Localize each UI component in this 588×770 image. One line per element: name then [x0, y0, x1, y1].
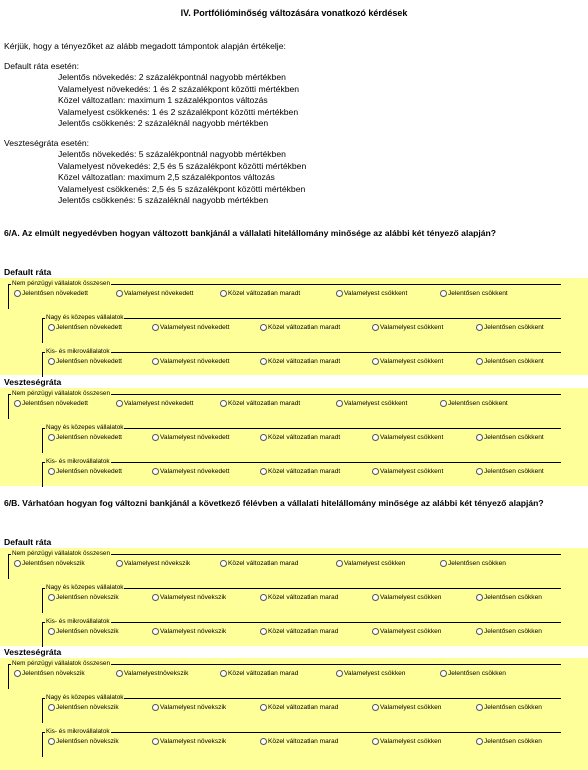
- radio-label: Jelentősen csökken: [484, 628, 542, 635]
- radio-button[interactable]: [336, 670, 343, 677]
- radio-label: Valamelyest növekszik: [124, 560, 191, 567]
- radio-button[interactable]: [260, 434, 267, 441]
- radio-option[interactable]: [476, 704, 542, 712]
- radio-button[interactable]: [260, 738, 267, 745]
- page-title: IV. Portfólióminőség változására vonatkozó kérdések: [180, 8, 408, 18]
- radio-option[interactable]: [440, 400, 508, 408]
- guide-line: Valamelyest csökkenés: 2,5 és 5 százalékpont közötti mértékben: [58, 183, 306, 194]
- radio-option[interactable]: [336, 290, 407, 298]
- radio-label: Jelentősen növekszik: [22, 560, 85, 567]
- radio-label: Valamelyest csökken: [380, 738, 442, 745]
- radio-button[interactable]: [152, 704, 159, 711]
- radio-option[interactable]: [116, 290, 194, 298]
- radio-option[interactable]: [476, 358, 544, 366]
- group-label: Nem pénzügyi vállalatok összesen: [12, 280, 111, 287]
- radio-option[interactable]: [116, 400, 194, 408]
- radio-button[interactable]: [260, 628, 267, 635]
- radio-label: Valamelyest növekedett: [160, 434, 230, 441]
- radio-button[interactable]: [220, 560, 227, 567]
- radio-button[interactable]: [116, 560, 123, 567]
- group-label: Nagy és közepes vállalatok: [46, 694, 124, 701]
- radio-option[interactable]: [476, 628, 542, 636]
- answer-block: [0, 658, 588, 770]
- radio-button[interactable]: [48, 628, 55, 635]
- radio-option[interactable]: [260, 594, 338, 602]
- section-heading: Veszteségráta: [4, 647, 62, 657]
- group-label: Nem pénzügyi vállalatok összesen: [12, 550, 111, 557]
- radio-option[interactable]: [372, 468, 443, 476]
- radio-option[interactable]: [152, 738, 226, 746]
- answer-block: [0, 388, 588, 486]
- radio-option[interactable]: [260, 628, 338, 636]
- radio-label: Valamelyest csökkent: [380, 468, 444, 475]
- radio-button[interactable]: [260, 324, 267, 331]
- group-label: Kis- és mikrovállalatok: [46, 618, 110, 625]
- radio-button[interactable]: [116, 290, 123, 297]
- radio-label: Valamelyest növekedett: [124, 400, 194, 407]
- radio-button[interactable]: [372, 628, 379, 635]
- radio-label: Valamelyest növekedett: [160, 324, 230, 331]
- radio-button[interactable]: [220, 400, 227, 407]
- guide-line: Közel változatlan: maximum 1 százalékpontos változás: [58, 95, 268, 106]
- radio-button[interactable]: [476, 738, 483, 745]
- group-label: Nagy és közepes vállalatok: [46, 424, 124, 431]
- radio-button[interactable]: [152, 324, 159, 331]
- radio-label: Valamelyest növekedett: [160, 358, 230, 365]
- radio-option[interactable]: [440, 290, 508, 298]
- radio-label: Valamelyest növekszik: [160, 628, 227, 635]
- section-heading: Veszteségráta: [4, 377, 62, 387]
- radio-label: Valamelyest csökken: [380, 704, 442, 711]
- group-label: Kis- és mikrovállalatok: [46, 348, 110, 355]
- radio-option[interactable]: [260, 468, 340, 476]
- radio-option[interactable]: [372, 324, 443, 332]
- radio-button[interactable]: [372, 324, 379, 331]
- radio-button[interactable]: [372, 704, 379, 711]
- radio-option[interactable]: [116, 670, 188, 678]
- radio-button[interactable]: [372, 358, 379, 365]
- radio-button[interactable]: [372, 594, 379, 601]
- radio-button[interactable]: [260, 594, 267, 601]
- loss-intro: Veszteségráta esetén:: [4, 138, 90, 148]
- radio-option[interactable]: [48, 628, 119, 636]
- radio-button[interactable]: [476, 628, 483, 635]
- radio-button[interactable]: [440, 290, 447, 297]
- radio-button[interactable]: [372, 738, 379, 745]
- guide-line: Valamelyest növekedés: 1 és 2 százalékpont közötti mértékben: [58, 83, 300, 94]
- radio-button[interactable]: [336, 560, 343, 567]
- radio-option[interactable]: [260, 434, 340, 442]
- radio-button[interactable]: [440, 560, 447, 567]
- radio-label: Valamelyest növekszik: [160, 738, 227, 745]
- radio-label: Jelentősen növekszik: [56, 628, 119, 635]
- radio-label: Jelentősen növekedett: [56, 324, 122, 331]
- radio-button[interactable]: [14, 400, 21, 407]
- radio-label: Valamelyest csökkent: [344, 400, 408, 407]
- radio-label: Valamelyest csökken: [344, 670, 406, 677]
- radio-option[interactable]: [476, 468, 544, 476]
- radio-label: Valamelyest csökken: [380, 594, 442, 601]
- default-guide-list: [58, 72, 299, 130]
- radio-option[interactable]: [152, 468, 230, 476]
- guide-line: Valamelyest csökkenés: 1 és 2 százalékpont közötti mértékben: [58, 106, 299, 117]
- radio-label: Közel változatlan maradt: [268, 434, 341, 441]
- radio-button[interactable]: [476, 358, 483, 365]
- group-label: Nem pénzügyi vállalatok összesen: [12, 390, 111, 397]
- radio-button[interactable]: [476, 324, 483, 331]
- radio-option[interactable]: [48, 704, 119, 712]
- radio-button[interactable]: [372, 434, 379, 441]
- radio-option[interactable]: [220, 400, 300, 408]
- radio-option[interactable]: [476, 434, 544, 442]
- group-label: Kis- és mikrovállalatok: [46, 458, 110, 465]
- radio-button[interactable]: [260, 358, 267, 365]
- radio-option[interactable]: [14, 560, 85, 568]
- radio-button[interactable]: [476, 434, 483, 441]
- radio-label: Jelentősen csökken: [448, 560, 506, 567]
- radio-label: Valamelyest csökkent: [380, 324, 444, 331]
- group-label: Kis- és mikrovállalatok: [46, 728, 110, 735]
- radio-button[interactable]: [336, 400, 343, 407]
- radio-button[interactable]: [48, 358, 55, 365]
- radio-button[interactable]: [48, 468, 55, 475]
- radio-option[interactable]: [260, 704, 338, 712]
- radio-label: Közel változatlan maradt: [228, 400, 301, 407]
- radio-option[interactable]: [14, 290, 88, 298]
- radio-label: Jelentősen növekedett: [56, 468, 122, 475]
- radio-button[interactable]: [48, 738, 55, 745]
- radio-label: Valamelyest növekszik: [160, 704, 227, 711]
- radio-label: Közel változatlan marad: [228, 670, 299, 677]
- radio-option[interactable]: [48, 358, 122, 366]
- group-label: Nem pénzügyi vállalatok összesen: [12, 660, 111, 667]
- radio-label: Valamelyest csökkent: [344, 290, 408, 297]
- radio-button[interactable]: [48, 704, 55, 711]
- radio-label: Jelentősen növekszik: [56, 704, 119, 711]
- radio-label: Jelentősen csökken: [484, 594, 542, 601]
- radio-button[interactable]: [152, 358, 159, 365]
- radio-button[interactable]: [48, 324, 55, 331]
- loss-guide-list: [58, 149, 306, 207]
- radio-option[interactable]: [336, 560, 405, 568]
- radio-button[interactable]: [220, 670, 227, 677]
- radio-label: Közel változatlan marad: [268, 628, 339, 635]
- radio-option[interactable]: [152, 358, 230, 366]
- radio-button[interactable]: [440, 670, 447, 677]
- group-label: Nagy és közepes vállalatok: [46, 584, 124, 591]
- radio-option[interactable]: [372, 738, 441, 746]
- radio-option[interactable]: [48, 434, 122, 442]
- radio-button[interactable]: [152, 738, 159, 745]
- radio-option[interactable]: [372, 434, 443, 442]
- radio-button[interactable]: [372, 468, 379, 475]
- radio-option[interactable]: [48, 468, 122, 476]
- radio-option[interactable]: [476, 594, 542, 602]
- radio-button[interactable]: [260, 704, 267, 711]
- radio-option[interactable]: [220, 670, 298, 678]
- radio-option[interactable]: [260, 324, 340, 332]
- radio-label: Jelentősen növekedett: [56, 434, 122, 441]
- radio-option[interactable]: [152, 594, 226, 602]
- radio-button[interactable]: [476, 468, 483, 475]
- radio-label: Valamelyest növekedett: [124, 290, 194, 297]
- radio-label: Közel változatlan marad: [228, 560, 299, 567]
- answer-block: [0, 548, 588, 646]
- radio-label: Jelentősen csökkent: [484, 468, 544, 475]
- question-6b: 6/B. Várhatóan hogyan fog változni bankjánál a következő félévben a vállalati hitelállomány minősége az alábbi két tényező alapján?: [4, 498, 544, 508]
- radio-label: Közel változatlan marad: [268, 594, 339, 601]
- radio-button[interactable]: [476, 704, 483, 711]
- radio-button[interactable]: [116, 400, 123, 407]
- radio-button[interactable]: [152, 468, 159, 475]
- intro-text: Kérjük, hogy a tényezőket az alább megadott támpontok alapján értékelje:: [4, 41, 286, 51]
- radio-button[interactable]: [14, 560, 21, 567]
- radio-button[interactable]: [116, 670, 123, 677]
- radio-button[interactable]: [152, 434, 159, 441]
- radio-button[interactable]: [152, 628, 159, 635]
- radio-label: Valamelyest növekszik: [160, 594, 227, 601]
- answer-block: [0, 278, 588, 375]
- radio-button[interactable]: [336, 290, 343, 297]
- radio-option[interactable]: [48, 738, 119, 746]
- radio-label: Jelentősen csökkent: [448, 400, 508, 407]
- radio-label: Jelentősen növekedett: [22, 400, 88, 407]
- radio-button[interactable]: [14, 290, 21, 297]
- radio-button[interactable]: [220, 290, 227, 297]
- radio-option[interactable]: [14, 400, 88, 408]
- radio-button[interactable]: [48, 594, 55, 601]
- guide-line: Jelentős csökkenés: 2 százaléknál nagyobb mértékben: [58, 118, 269, 129]
- radio-label: Valamelyest növekedett: [160, 468, 230, 475]
- radio-button[interactable]: [440, 400, 447, 407]
- radio-option[interactable]: [260, 358, 340, 366]
- radio-option[interactable]: [440, 560, 506, 568]
- radio-button[interactable]: [476, 594, 483, 601]
- radio-label: Közel változatlan maradt: [268, 358, 341, 365]
- radio-label: Jelentősen csökkent: [484, 434, 544, 441]
- guide-line: Jelentős növekedés: 2 százalékpontnál nagyobb mértékben: [58, 72, 286, 82]
- radio-option[interactable]: [372, 358, 443, 366]
- radio-option[interactable]: [152, 704, 226, 712]
- radio-label: Közel változatlan marad: [268, 738, 339, 745]
- radio-label: Jelentősen növekedett: [22, 290, 88, 297]
- radio-label: Valamelyest csökkent: [380, 434, 444, 441]
- radio-label: Valamelyestnövekszik: [124, 670, 189, 677]
- radio-option[interactable]: [476, 738, 542, 746]
- radio-label: Valamelyest csökkent: [380, 358, 444, 365]
- radio-option[interactable]: [260, 738, 338, 746]
- radio-label: Jelentősen növekszik: [56, 738, 119, 745]
- radio-label: Valamelyest csökken: [380, 628, 442, 635]
- radio-option[interactable]: [372, 704, 441, 712]
- radio-option[interactable]: [440, 670, 506, 678]
- radio-label: Jelentősen csökkent: [484, 358, 544, 365]
- guide-line: Jelentős növekedés: 5 százalékpontnál nagyobb mértékben: [58, 149, 286, 159]
- radio-option[interactable]: [220, 290, 300, 298]
- radio-option[interactable]: [476, 324, 544, 332]
- radio-label: Közel változatlan maradt: [228, 290, 301, 297]
- radio-option[interactable]: [48, 324, 122, 332]
- radio-button[interactable]: [14, 670, 21, 677]
- guide-line: Jelentős csökkenés: 5 százaléknál nagyobb mértékben: [58, 195, 269, 206]
- radio-label: Jelentősen növekedett: [56, 358, 122, 365]
- radio-button[interactable]: [260, 468, 267, 475]
- guide-line: Valamelyest növekedés: 2,5 és 5 százalékpont közötti mértékben: [58, 160, 307, 171]
- default-intro: Default ráta esetén:: [4, 61, 80, 71]
- radio-label: Közel változatlan maradt: [268, 468, 341, 475]
- radio-button[interactable]: [152, 594, 159, 601]
- radio-button[interactable]: [48, 434, 55, 441]
- radio-label: Jelentősen növekszik: [56, 594, 119, 601]
- radio-label: Jelentősen növekszik: [22, 670, 85, 677]
- radio-label: Valamelyest csökken: [344, 560, 406, 567]
- radio-option[interactable]: [48, 594, 119, 602]
- radio-option[interactable]: [372, 628, 441, 636]
- radio-option[interactable]: [14, 670, 85, 678]
- group-label: Nagy és közepes vállalatok: [46, 314, 124, 321]
- radio-option[interactable]: [220, 560, 298, 568]
- section-heading: Default ráta: [4, 267, 52, 277]
- radio-option[interactable]: [336, 670, 405, 678]
- radio-option[interactable]: [116, 560, 190, 568]
- radio-option[interactable]: [152, 628, 226, 636]
- section-heading: Default ráta: [4, 537, 52, 547]
- radio-label: Jelentősen csökken: [484, 704, 542, 711]
- radio-label: Jelentősen csökken: [484, 738, 542, 745]
- radio-option[interactable]: [152, 324, 230, 332]
- radio-label: Közel változatlan maradt: [268, 324, 341, 331]
- radio-label: Jelentősen csökkent: [448, 290, 508, 297]
- radio-option[interactable]: [372, 594, 441, 602]
- radio-label: Jelentősen csökkent: [484, 324, 544, 331]
- radio-option[interactable]: [336, 400, 407, 408]
- radio-label: Közel változatlan marad: [268, 704, 339, 711]
- guide-line: Közel változatlan: maximum 2,5 százalékpontos változás: [58, 172, 275, 183]
- question-6a: 6/A. Az elmúlt negyedévben hogyan változott bankjánál a vállalati hitelállomány minősége az alábbi két tényező alapján?: [4, 228, 497, 238]
- radio-label: Jelentősen csökken: [448, 670, 506, 677]
- radio-option[interactable]: [152, 434, 230, 442]
